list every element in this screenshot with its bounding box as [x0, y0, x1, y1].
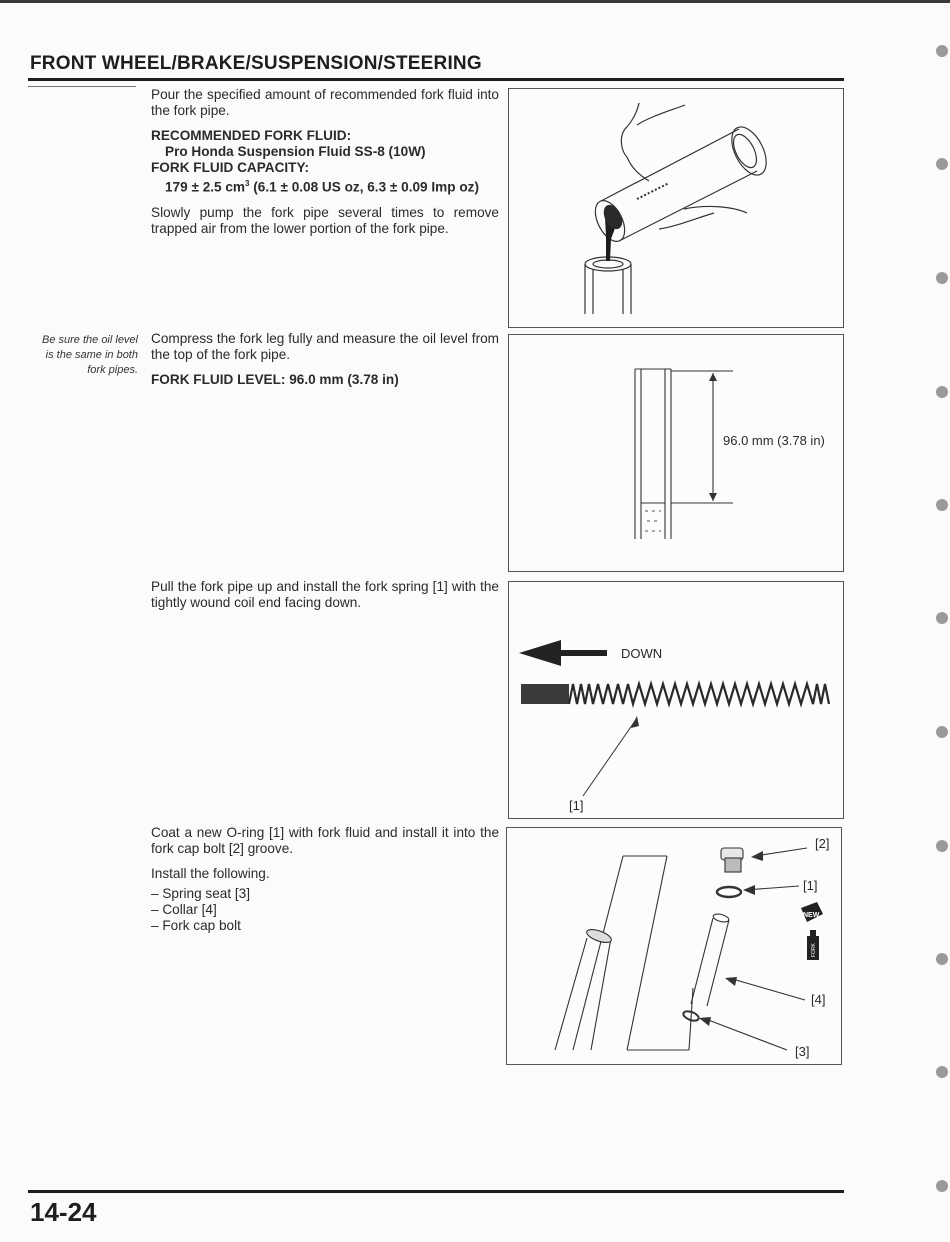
binder-hole	[936, 726, 948, 738]
footer-rule	[28, 1190, 844, 1193]
spring-callout: [1]	[569, 798, 584, 813]
install-item-collar: – Collar [4]	[151, 902, 217, 917]
down-arrow-icon	[519, 640, 607, 666]
fork-spring-illustration	[509, 582, 843, 818]
binder-hole	[936, 45, 948, 57]
step2-compress: Compress the fork leg fully and measure the oil level from the top of the fork pipe.	[151, 331, 499, 362]
oil-level-dimension-label: 96.0 mm (3.78 in)	[723, 433, 825, 448]
new-badge-text: NEW	[803, 912, 820, 919]
callout-spring-seat: [3]	[795, 1044, 810, 1059]
page-title: FRONT WHEEL/BRAKE/SUSPENSION/STEERING	[30, 53, 482, 74]
fork-fluid-icon	[807, 930, 819, 960]
binder-hole	[936, 612, 948, 624]
step4-install: Install the following.	[151, 866, 270, 881]
page-number: 14-24	[30, 1197, 97, 1227]
install-list	[151, 886, 499, 934]
binder-hole	[936, 953, 948, 965]
figure-oil-level	[508, 334, 844, 572]
step2-text	[151, 331, 499, 388]
capacity-value-b: (6.1 ± 0.08 US oz, 6.3 ± 0.09 Imp oz)	[249, 179, 479, 195]
binder-hole	[936, 840, 948, 852]
callout-collar: [4]	[811, 992, 826, 1007]
oil-level-illustration	[509, 335, 843, 571]
capacity-sup: 3	[245, 179, 250, 188]
step1-intro: Pour the specified amount of recommended fork fluid into the fork pipe.	[151, 87, 499, 118]
fluid-label: RECOMMENDED FORK FLUID:	[151, 128, 352, 143]
callout-cap-bolt: [2]	[815, 836, 830, 851]
side-note-line2: is the same in both	[45, 349, 138, 361]
top-edge-line	[0, 0, 950, 3]
pour-fluid-illustration	[509, 89, 843, 327]
binder-hole	[936, 386, 948, 398]
new-part-icon	[801, 902, 823, 922]
fluid-value: Pro Honda Suspension Fluid SS-8 (10W)	[165, 144, 426, 159]
title-rule	[28, 78, 844, 81]
step4-text	[151, 825, 499, 934]
figure-fork-spring	[508, 581, 844, 819]
fork-spring	[521, 684, 829, 704]
callout-o-ring: [1]	[803, 878, 818, 893]
capacity-label: FORK FLUID CAPACITY:	[151, 160, 310, 175]
binder-hole	[936, 158, 948, 170]
step1-pump: Slowly pump the fork pipe several times to remove trapped air from the lower portion of the fork pipe.	[151, 204, 499, 236]
step1-text	[151, 87, 499, 246]
figure-fork-cap-parts	[506, 827, 842, 1065]
side-note	[28, 333, 138, 378]
figure-pour-fluid	[508, 88, 844, 328]
step4-oring: Coat a new O-ring [1] with fork fluid and install it into the fork cap bolt [2] groove.	[151, 825, 499, 856]
fork-cap-parts-illustration	[507, 828, 841, 1064]
side-note-line1: Be sure the oil level	[42, 334, 138, 346]
fluid-level-spec: FORK FLUID LEVEL: 96.0 mm (3.78 in)	[151, 372, 399, 387]
binder-hole	[936, 1180, 948, 1192]
step3-instruction: Pull the fork pipe up and install the fork spring [1] with the tightly wound coil end facing down.	[151, 579, 499, 610]
capacity-value-a: 179 ± 2.5 cm	[165, 179, 246, 195]
install-item-spring-seat: – Spring seat [3]	[151, 886, 250, 901]
install-item-fork-cap-bolt: – Fork cap bolt	[151, 918, 241, 933]
binder-hole	[936, 499, 948, 511]
capacity-value	[151, 176, 499, 196]
margin-rule	[28, 86, 136, 87]
down-label: DOWN	[621, 646, 663, 661]
side-note-line3: fork pipes.	[87, 364, 138, 376]
binder-hole	[936, 272, 948, 284]
step3-text	[151, 579, 499, 620]
binder-hole	[936, 1066, 948, 1078]
fork-badge-text: FORK	[811, 943, 817, 957]
